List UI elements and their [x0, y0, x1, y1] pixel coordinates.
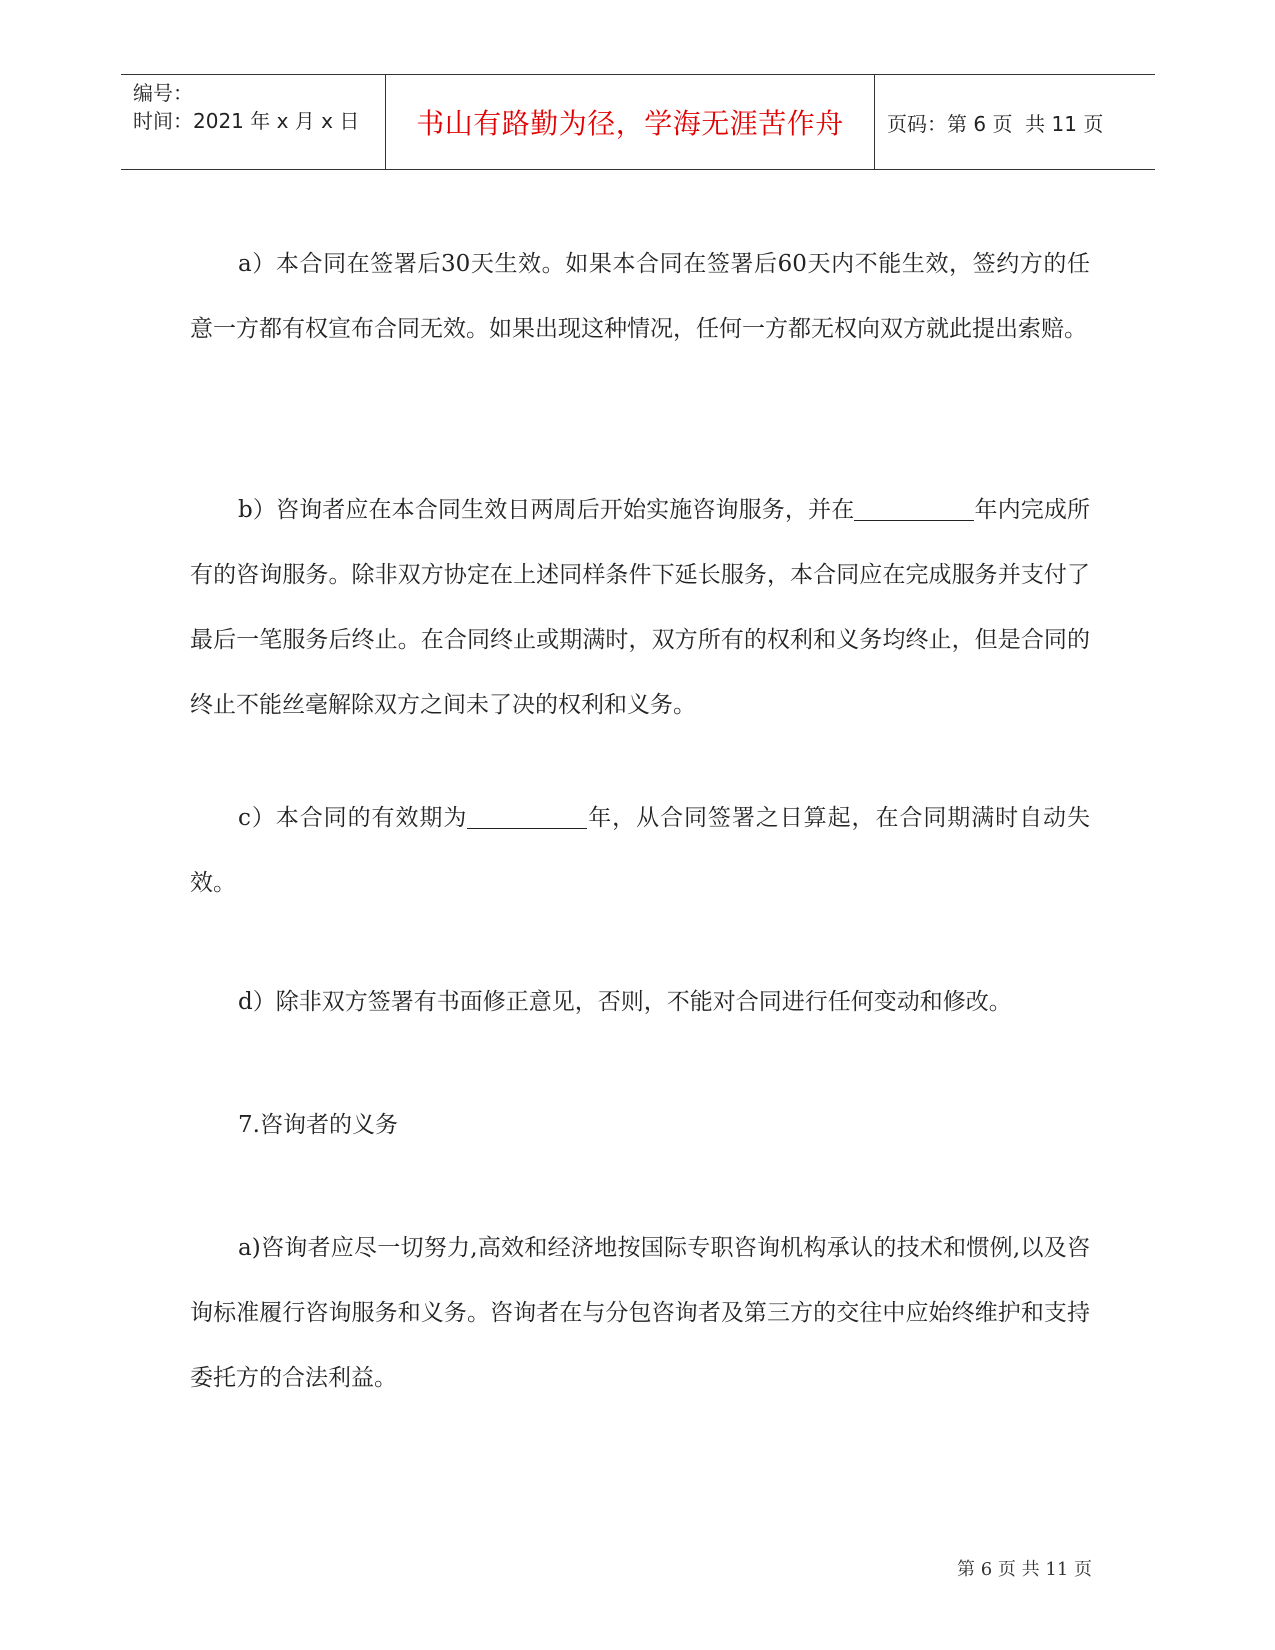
paragraph-b-service-period — [190, 478, 1090, 738]
header-meta — [121, 75, 385, 169]
paragraph-consultant-obligations: a)咨询者应尽一切努力,高效和经济地按国际专职咨询机构承认的技术和惯例,以及咨询标准履行咨询服务和义务。咨询者在与分包咨询者及第三方的交往中应始终维护和支持委托方的合法利益。 — [190, 1235, 1090, 1391]
page-header — [121, 74, 1155, 170]
document-number-label: 编号： — [133, 81, 193, 105]
page-footer: 第 6 页 共 11 页 — [957, 1559, 1092, 1580]
paragraph-c-text-end: 年，从合同签署之日算起，在合同期满时自动失效。 — [190, 805, 1091, 896]
document-date: 时间：2021 年 x 月 x 日 — [133, 109, 360, 133]
blank-line-validity-years[interactable] — [467, 803, 587, 829]
section-heading-7: 7.咨询者的义务 — [238, 1112, 398, 1138]
paragraph-d-amendments: d）除非双方签署有书面修正意见，否则，不能对合同进行任何变动和修改。 — [238, 989, 1012, 1015]
paragraph-c-validity — [190, 786, 1090, 916]
blank-line-years[interactable] — [854, 495, 974, 521]
paragraph-c-text-start: c）本合同的有效期为 — [238, 805, 468, 831]
paragraph-a-effective-date: a）本合同在签署后30天生效。如果本合同在签署后60天内不能生效，签约方的任意一方都有权宣布合同无效。如果出现这种情况，任何一方都无权向双方就此提出索赔。 — [190, 251, 1090, 342]
header-page-info: 页码：第 6 页 共 11 页 — [887, 111, 1104, 136]
paragraph-b-text-start: b）咨询者应在本合同生效日两周后开始实施咨询服务，并在 — [238, 497, 855, 523]
header-motto: 书山有路勤为径，学海无涯苦作舟 — [385, 75, 875, 169]
paragraph-b-text-end: 年内完成所有的咨询服务。除非双方协定在上述同样条件下延长服务，本合同应在完成服务并支付了最后一笔服务后终止。在合同终止或期满时，双方所有的权利和义务均终止，但是合同的终止不能丝毫解除双方之间未了决的权利和义务。 — [190, 497, 1090, 718]
